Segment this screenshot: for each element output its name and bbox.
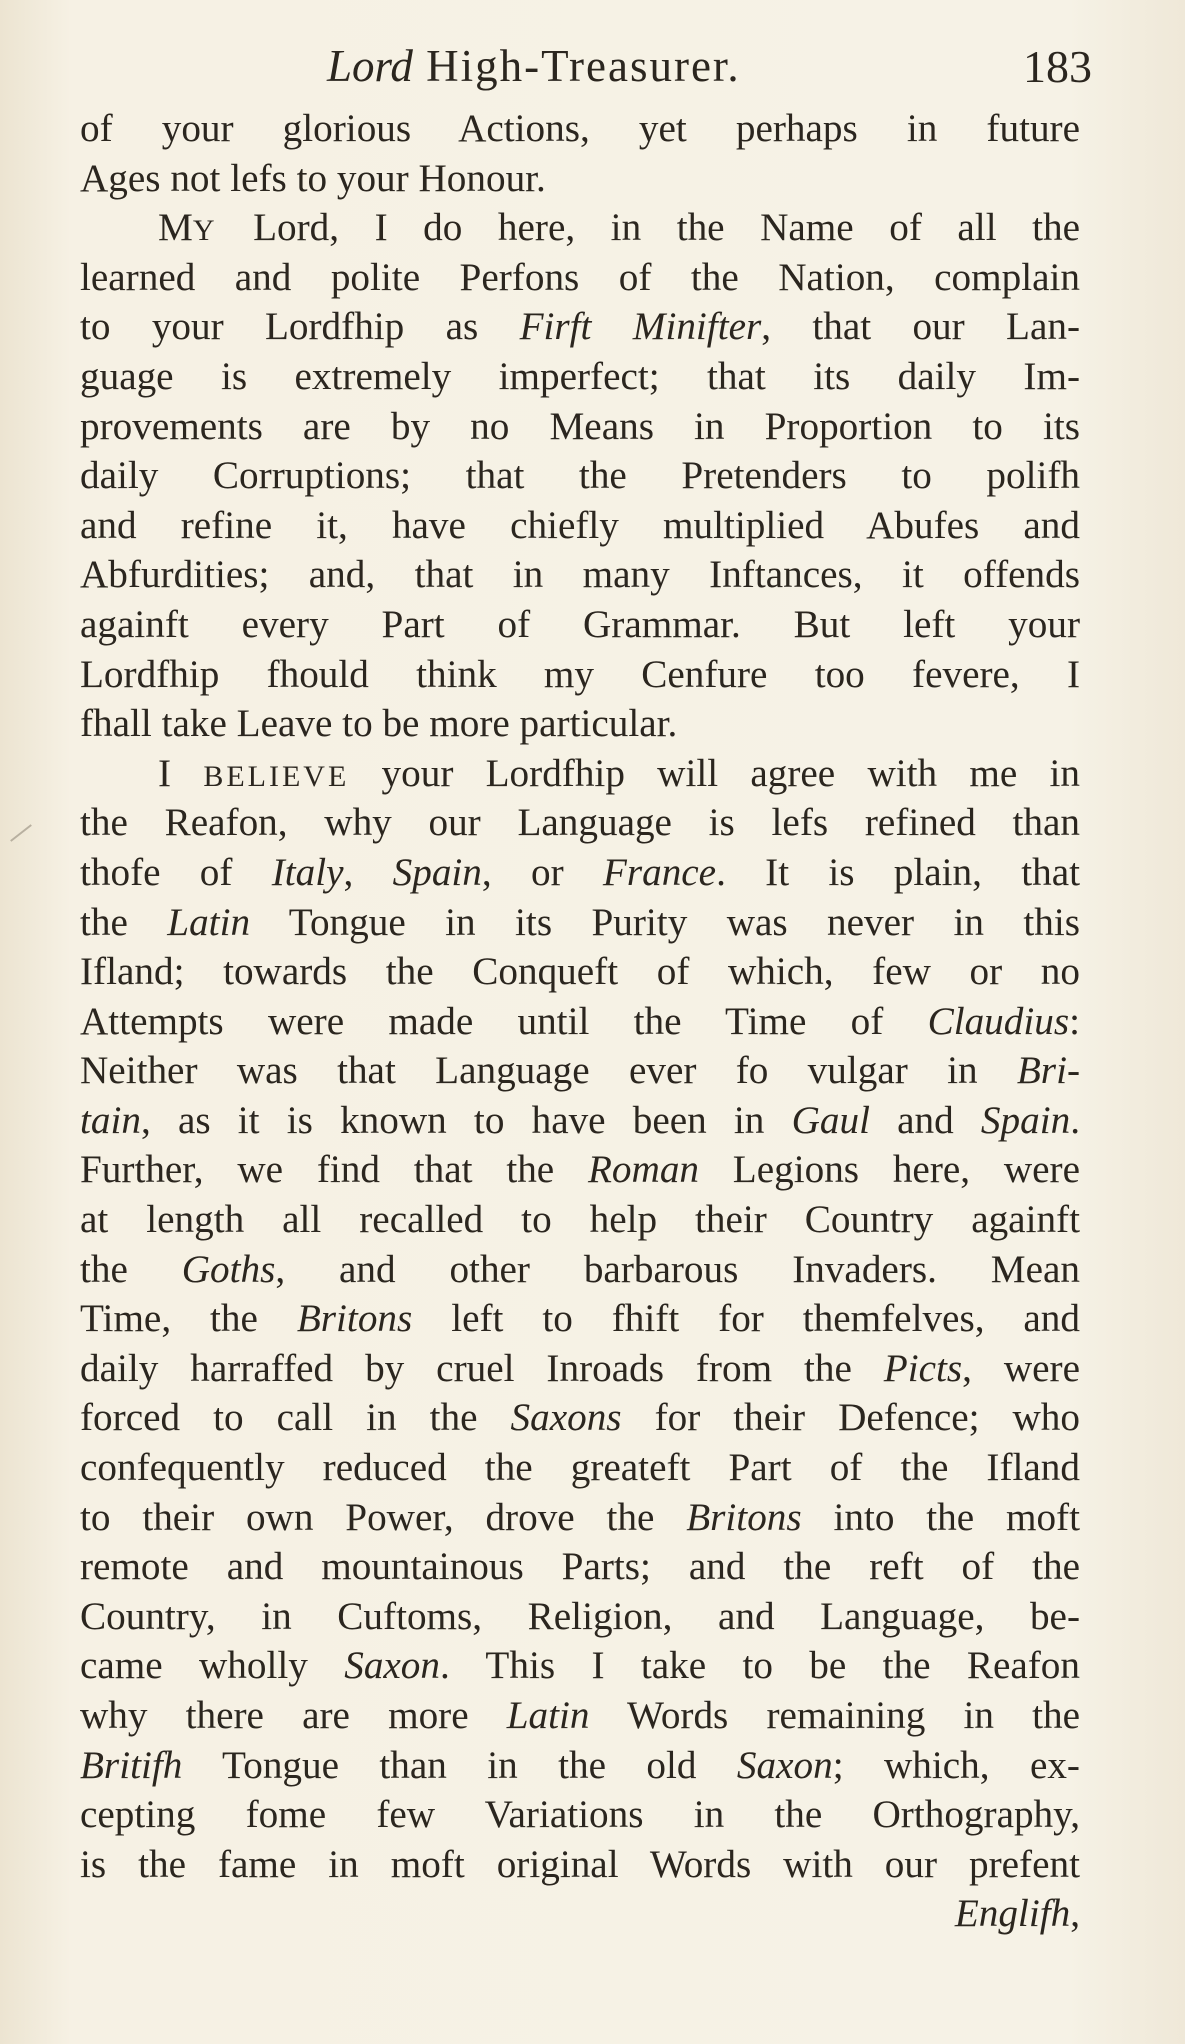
margin-mark <box>10 824 32 842</box>
text-line: Abfurdities; and, that in many Inftances, it offends <box>80 553 1080 597</box>
text-line: came wholly Saxon. This I take to be the Reafon <box>80 1644 1080 1688</box>
text-line: the Latin Tongue in its Purity was never in this <box>80 900 1080 944</box>
text-line: cepting fome few Variations in the Orthography, <box>80 1793 1080 1837</box>
text-line: fhall take Leave to be more particular. <box>80 702 678 746</box>
text-line: is the fame in moft original Words with our prefent <box>80 1842 1080 1886</box>
text-line: learned and polite Perfons of the Nation, complain <box>80 255 1080 299</box>
text-line: to your Lordfhip as Firft Minifter, that our Lan- <box>80 305 1081 349</box>
text-line: Ifland; towards the Conqueft of which, few or no <box>80 950 1080 994</box>
text-line: tain, as it is known to have been in Gaul and Spain. <box>80 1098 1080 1142</box>
running-head-italic: Lord <box>327 41 413 91</box>
text-line: to their own Power, drove the Britons into the moft <box>80 1495 1080 1539</box>
text-line: Britifh Tongue than in the old Saxon; which, ex- <box>80 1743 1080 1787</box>
text-line: provements are by no Means in Proportion to its <box>80 404 1080 448</box>
text-line: daily harraffed by cruel Inroads from the Picts, were <box>80 1346 1080 1390</box>
page-header <box>82 28 1092 98</box>
page-number: 183 <box>1023 41 1092 92</box>
text-line: the Reafon, why our Language is lefs refined than <box>80 801 1080 845</box>
text-line: Time, the Britons left to fhift for themfelves, and <box>80 1297 1080 1341</box>
text-line: Lordfhip fhould think my Cenfure too fevere, I <box>80 652 1080 696</box>
text-line: and refine it, have chiefly multiplied Abufes and <box>80 503 1080 547</box>
text-line: Attempts were made until the Time of Claudius: <box>80 999 1080 1043</box>
text-line: Ages not lefs to your Honour. <box>80 156 546 200</box>
text-line: forced to call in the Saxons for their Defence; who <box>80 1396 1080 1440</box>
text-line: Neither was that Language ever fo vulgar in Bri- <box>80 1049 1080 1093</box>
text-line: Country, in Cuftoms, Religion, and Language, be- <box>80 1594 1080 1638</box>
text-line: why there are more Latin Words remaining in the <box>80 1694 1080 1737</box>
text-line: remote and mountainous Parts; and the reft of the <box>80 1545 1080 1589</box>
text-line: confequently reduced the greateft Part of the Ifland <box>80 1446 1080 1490</box>
text-line: thofe of Italy, Spain, or France. It is plain, that <box>80 850 1080 894</box>
text-line: againft every Part of Grammar. But left your <box>80 602 1080 646</box>
paragraph-start-line: MY Lord, I do here, in the Name of all the <box>158 206 1080 250</box>
catchword: Englifh, <box>954 1892 1080 1936</box>
text-line: at length all recalled to help their Country againft <box>80 1198 1080 1242</box>
body-text <box>80 104 1080 1939</box>
text-line: of your glorious Actions, yet perhaps in future <box>80 107 1080 150</box>
running-head-title: High-Treasurer. <box>426 41 741 91</box>
text-line: daily Corruptions; that the Pretenders to polifh <box>80 454 1080 498</box>
text-line: Further, we find that the Roman Legions here, were <box>80 1148 1080 1192</box>
text-line: the Goths, and other barbarous Invaders. Mean <box>80 1247 1080 1291</box>
running-head <box>327 40 741 92</box>
paragraph-start-line: I BELIEVE your Lordfhip will agree with me in <box>158 751 1080 795</box>
text-line: guage is extremely imperfect; that its daily Im- <box>80 354 1080 398</box>
